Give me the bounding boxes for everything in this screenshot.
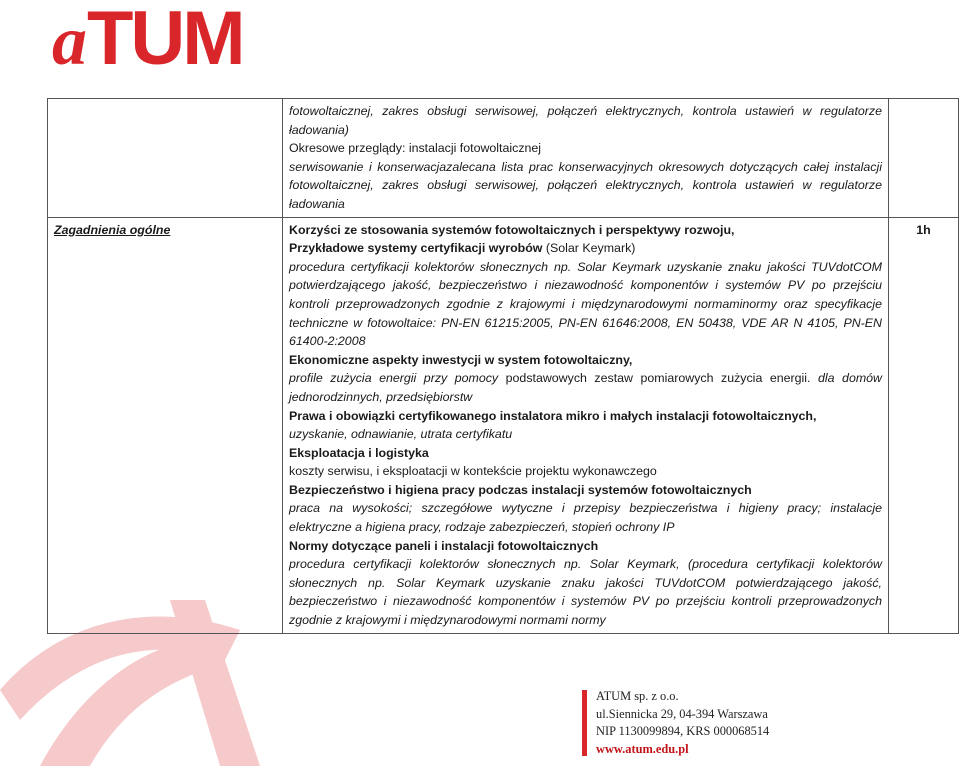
content-line: Bezpieczeństwo i higiena pracy podczas instalacji systemów fotowoltaicznych (289, 482, 752, 497)
content-line: Korzyści ze stosowania systemów fotowoltaicznych i perspektywy rozwoju, (289, 222, 735, 237)
company-ids: NIP 1130099894, KRS 000068514 (596, 724, 770, 738)
content-line: Prawa i obowiązki certyfikowanego instalatora mikro i małych instalacji fotowoltaicznych, (289, 408, 817, 423)
duration-value: 1h (916, 222, 931, 237)
footer-accent-bar (582, 690, 587, 756)
content-cell (283, 217, 889, 633)
content-line-part: Przykładowe systemy certyfikacji wyrobów (289, 241, 543, 256)
atum-logo (52, 0, 243, 85)
content-line (289, 369, 882, 406)
company-website[interactable]: www.atum.edu.pl (596, 741, 689, 756)
duration-cell (889, 99, 959, 218)
content-line: uzyskanie, odnawianie, utrata certyfikatu (289, 427, 513, 442)
content-line-part: profile zużycia energii przy pomocy (289, 371, 499, 386)
logo-prefix: a (52, 3, 87, 80)
content-line (289, 239, 882, 258)
company-address: ul.Siennicka 29, 04-394 Warszawa (596, 706, 768, 721)
label-cell (48, 217, 283, 633)
label-cell (48, 99, 283, 218)
content-line: praca na wysokości; szczegółowe wytyczne i przepisy bezpieczeństwa i higieny pracy; instalacje elektryczne a higiena pracy, rodzaje zabezpieczeń, stopień ochrony IP (289, 501, 882, 535)
table-row (48, 217, 959, 633)
content-line: procedura certyfikacji kolektorów słonecznych np. Solar Keymark uzyskanie znaku jakości TUVdotCOM potwierdzającego jakość, bezpieczeństwo i niezawodność komponentów i systemów PV po przejściu kontroli przeprowadzonych zgodnie z krajowymi i międzynarodowymi normaminormy oraz specyfikacje techniczne w fotowoltaice: PN-EN 61215:2005, PN-EN 61646:2008, EN 50438, VDE AR N 4105, PN-EN 61400-2:2008 (289, 259, 882, 349)
content-line: procedura certyfikacji kolektorów słonecznych np. Solar Keymark, (procedura certyfikacji kolektorów słonecznych np. Solar Keymark uzyskanie znaku jakości TUVdotCOM potwierdzającego jakość, bezpieczeństwo i niezawodność komponentów i systemów PV po przejściu kontroli przeprowadzonych zgodnie z krajowymi i międzynarodowymi normami normy (289, 557, 882, 628)
content-line-part: podstawowych zestaw pomiarowych zużycia energii. (498, 371, 811, 386)
company-name: ATUM sp. z o.o. (596, 689, 679, 703)
logo-name: TUM (87, 0, 243, 81)
table-row (48, 99, 959, 218)
curriculum-table (47, 98, 959, 634)
company-footer (582, 688, 862, 760)
content-line: Eksploatacja i logistyka (289, 445, 429, 460)
content-line: fotowoltaicznej, zakres obsługi serwisowej, połączeń elektrycznych, kontrola ustawień w regulatorze ładowania) (289, 104, 882, 137)
content-line-part: (Solar Keymark) (542, 241, 636, 256)
content-line-part: dla domów jednorodzinnych, przedsiębiorstw (289, 371, 882, 404)
content-line: Okresowe przeglądy: instalacji fotowoltaicznej (289, 141, 542, 156)
content-line: koszty serwisu, i eksploatacji w kontekście projektu wykonawczego (289, 464, 657, 479)
content-line: Ekonomiczne aspekty inwestycji w system fotowoltaiczny, (289, 352, 633, 367)
content-line: Normy dotyczące paneli i instalacji fotowoltaicznych (289, 538, 599, 553)
content-cell (283, 99, 889, 218)
duration-cell (889, 217, 959, 633)
section-label: Zagadnienia ogólne (54, 222, 171, 237)
content-line: serwisowanie i konserwacjazalecana lista prac konserwacyjnych okresowych dotyczących całej instalacji fotowoltaicznej, zakres obsługi serwisowej, połączeń elektrycznych, kontrola ustawień w regulatorze ładowania (289, 159, 882, 211)
